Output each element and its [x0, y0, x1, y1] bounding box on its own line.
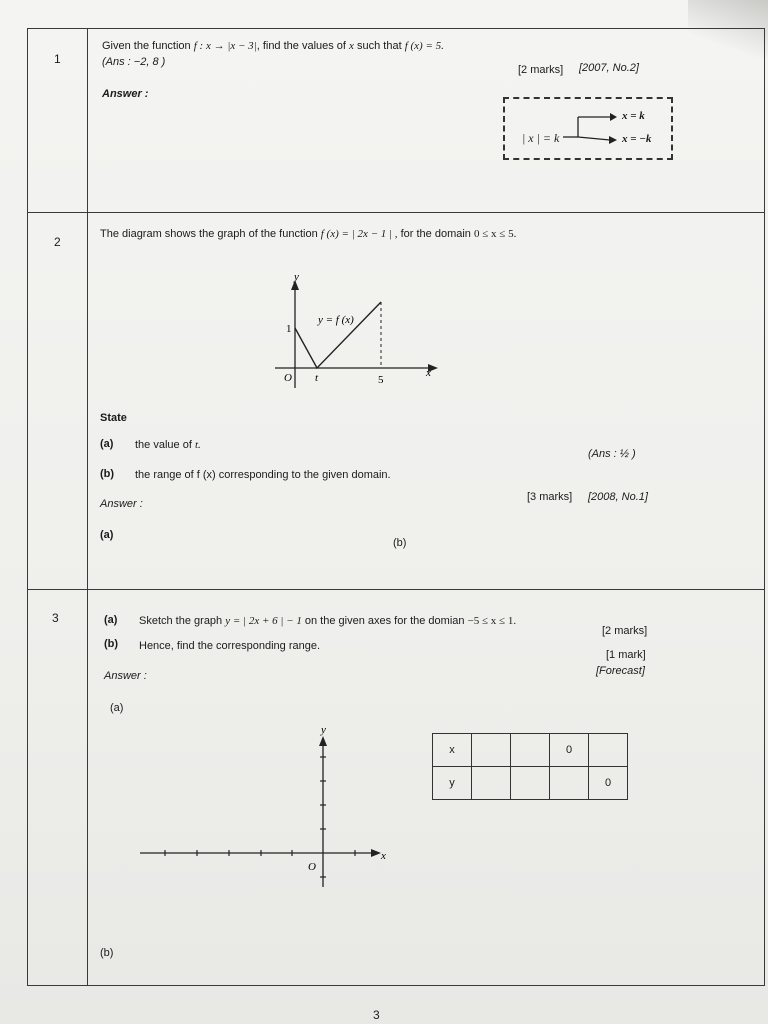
q3-answer-a: (a) [110, 702, 124, 714]
q3-part-a-marks: [2 marks] [602, 625, 648, 637]
table-row-y [433, 767, 628, 800]
q2-y-label: y [294, 271, 299, 283]
q2-x-label: x [426, 367, 431, 379]
hint-lhs: | x | = k [522, 131, 560, 145]
table-cell[interactable] [511, 734, 550, 767]
q3-answer-label: Answer : [104, 670, 147, 682]
table-cell[interactable] [472, 734, 511, 767]
q2-origin-label: O [284, 372, 292, 384]
q2-part-b-text: the range of f (x) corresponding to the given domain. [135, 469, 391, 481]
page-number: 3 [373, 1008, 380, 1022]
table-cell[interactable]: y [433, 767, 472, 800]
question-number-1: 1 [54, 52, 61, 66]
q2-text: The diagram shows the graph of the function f (x) = | 2x − 1 | , for the domain 0 ≤ x ≤ 5. [100, 228, 517, 240]
table-cell[interactable]: 0 [550, 734, 589, 767]
modulus-hint-arrows [503, 97, 673, 160]
q2-state-label: State [100, 412, 127, 424]
q2-part-a-label: (a) [100, 438, 114, 450]
q3-y-label: y [321, 724, 326, 736]
table-cell[interactable] [589, 734, 628, 767]
q3-x-label: x [381, 850, 386, 862]
hint-case-negative: x = −k [622, 133, 652, 145]
q3-reference: [Forecast] [596, 665, 645, 677]
q2-curve-label: y = f (x) [318, 314, 354, 326]
q3-part-a-text: Sketch the graph y = | 2x + 6 | − 1 on the given axes for the domian −5 ≤ x ≤ 1. [139, 615, 517, 627]
q1-answer-hint: (Ans : −2, 8 ) [102, 56, 166, 68]
q2-t-label: t [315, 372, 319, 384]
q2-y-intercept-label: 1 [286, 323, 292, 335]
q3-part-a-label: (a) [104, 614, 118, 626]
q3-part-b-text: Hence, find the corresponding range. [139, 640, 321, 652]
hint-case-positive: x = k [622, 110, 645, 122]
q2-answer-a: (a) [100, 529, 114, 541]
table-cell[interactable] [511, 767, 550, 800]
q2-part-a-text: the value of t. [135, 439, 201, 451]
table-cell[interactable] [550, 767, 589, 800]
q3-values-table [432, 733, 628, 800]
q3-part-b-marks: [1 mark] [606, 649, 646, 661]
q2-curve [295, 302, 381, 368]
q2-reference: [2008, No.1] [588, 491, 648, 503]
q3-answer-b: (b) [100, 947, 114, 959]
q2-graph [260, 268, 450, 398]
q1-answer-label: Answer : [102, 88, 149, 100]
q1-reference: [2007, No.2] [579, 62, 639, 74]
q2-answer-label: Answer : [100, 498, 143, 510]
q2-answer-b: (b) [393, 537, 407, 549]
table-row-x [433, 734, 628, 767]
q2-marks: [3 marks] [527, 491, 573, 503]
q1-marks: [2 marks] [518, 64, 564, 76]
number-column-divider [87, 28, 88, 986]
row-divider-2 [27, 589, 765, 590]
q2-answer-hint: (Ans : ½ ) [588, 448, 636, 460]
q3-origin-label: O [308, 861, 316, 873]
q2-part-b-label: (b) [100, 468, 115, 480]
q3-blank-axes [135, 722, 395, 892]
q2-five-label: 5 [378, 374, 384, 386]
question-number-3: 3 [52, 611, 59, 625]
table-cell[interactable]: x [433, 734, 472, 767]
q3-part-b-label: (b) [104, 638, 119, 650]
table-cell[interactable] [472, 767, 511, 800]
table-cell[interactable]: 0 [589, 767, 628, 800]
q1-text: Given the function f : x → |x − 3|, find the values of x such that f (x) = 5. [102, 40, 444, 52]
row-divider-1 [27, 212, 765, 213]
question-number-2: 2 [54, 235, 61, 249]
